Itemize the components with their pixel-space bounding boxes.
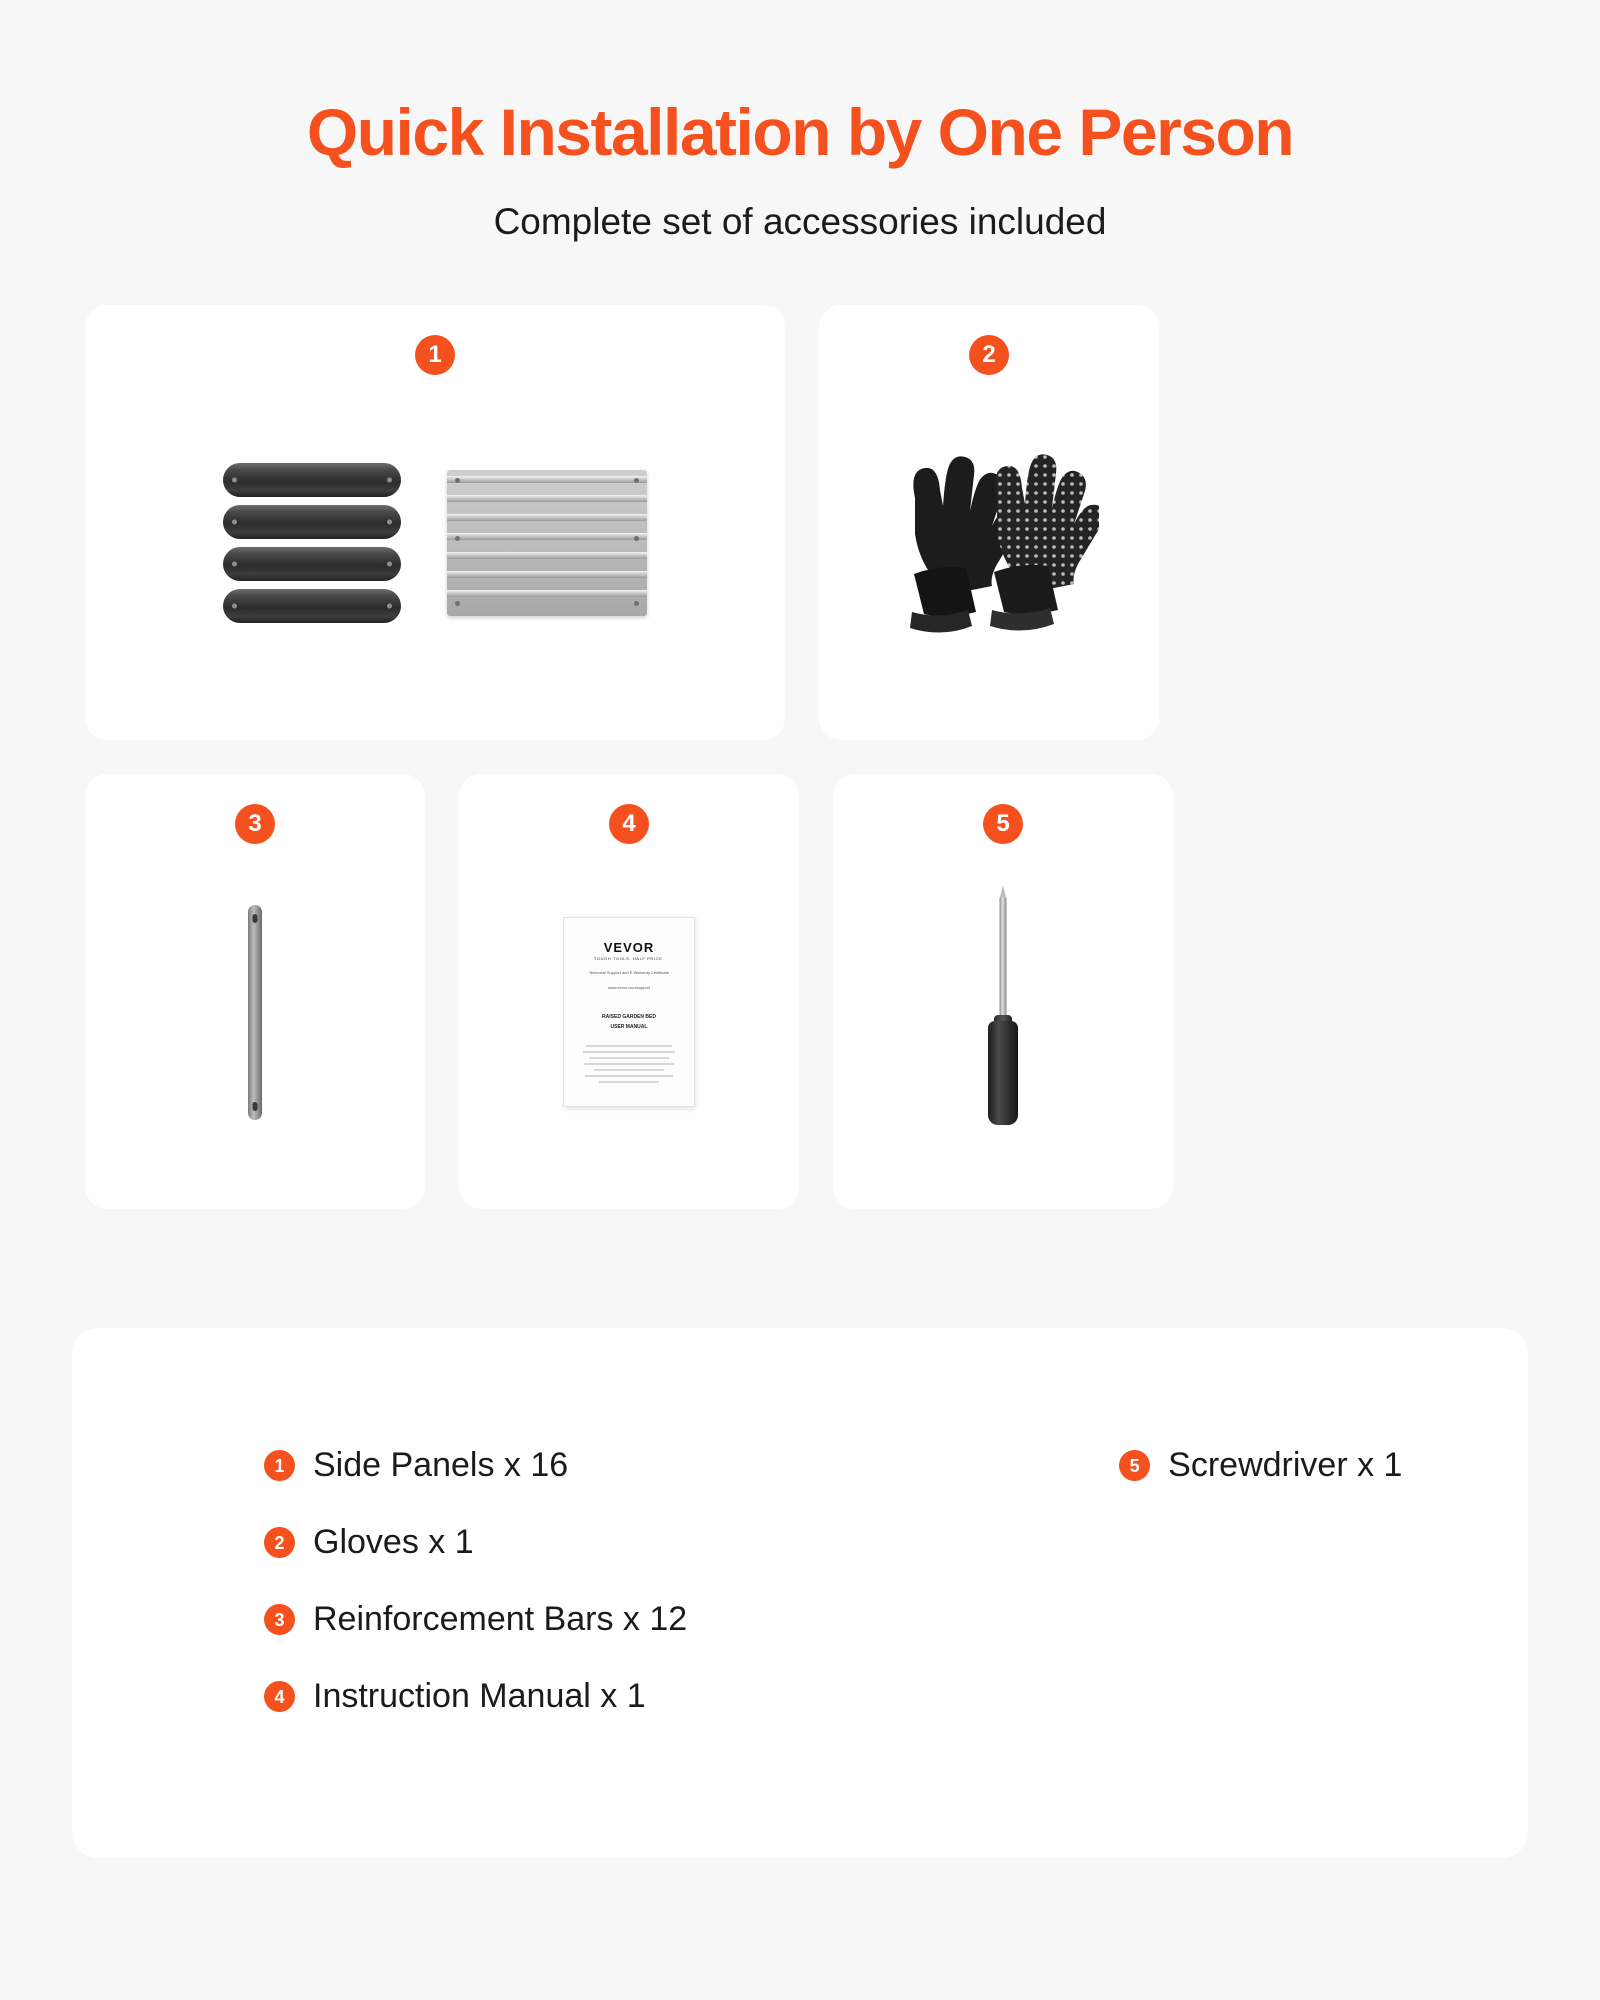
accessory-card-instruction-manual xyxy=(459,774,799,1209)
gloves-illustration xyxy=(879,438,1099,648)
manual-support-line: Technical Support and E-Warranty Certificate xyxy=(589,970,669,976)
manual-body-lines xyxy=(576,1045,682,1083)
legend-badge-2: 2 xyxy=(264,1527,295,1558)
legend-column-1 xyxy=(264,1446,687,1716)
legend-badge-5: 5 xyxy=(1119,1450,1150,1481)
accessory-card-gloves xyxy=(819,305,1159,740)
legend-badge-1: 1 xyxy=(264,1450,295,1481)
accessory-card-side-panels xyxy=(85,305,785,740)
manual-doc-title-1: RAISED GARDEN BED xyxy=(602,1014,656,1021)
legend-item xyxy=(264,1523,687,1562)
corrugated-panel-stack xyxy=(223,463,401,623)
legend-column-2 xyxy=(1119,1446,1402,1716)
manual-brand: VEVOR xyxy=(603,940,655,956)
reinforcement-bar-illustration xyxy=(248,905,262,1120)
manual-website: www.vevor.com/support xyxy=(607,985,651,991)
page-title: Quick Installation by One Person xyxy=(306,95,1294,169)
legend-badge-4: 4 xyxy=(264,1681,295,1712)
instruction-manual-illustration xyxy=(563,917,695,1107)
page-subtitle: Complete set of accessories included xyxy=(493,200,1107,242)
accessory-card-screwdriver xyxy=(833,774,1173,1209)
legend-item xyxy=(264,1677,687,1716)
manual-doc-title-2: USER MANUAL xyxy=(610,1024,648,1031)
legend-label-instruction-manual: Instruction Manual x 1 xyxy=(313,1677,646,1715)
parts-legend-panel xyxy=(72,1328,1528,1858)
legend-label-screwdriver: Screwdriver x 1 xyxy=(1168,1446,1403,1484)
legend-badge-3: 3 xyxy=(264,1604,295,1635)
card-badge-4: 4 xyxy=(609,804,649,844)
side-panels-illustration xyxy=(223,463,647,623)
accessory-card-reinforcement-bar xyxy=(85,774,425,1209)
card-badge-3: 3 xyxy=(235,804,275,844)
legend-label-reinforcement-bars: Reinforcement Bars x 12 xyxy=(313,1600,688,1638)
manual-tagline: TOUGH TOOLS. HALF PRICE. xyxy=(593,956,665,962)
legend-item xyxy=(264,1600,687,1639)
header xyxy=(0,0,1600,243)
legend-label-side-panels: Side Panels x 16 xyxy=(313,1446,569,1484)
screwdriver-illustration xyxy=(976,897,1030,1127)
card-badge-1: 1 xyxy=(415,335,455,375)
legend-label-gloves: Gloves x 1 xyxy=(313,1523,474,1561)
legend-item xyxy=(264,1446,687,1485)
flat-panel xyxy=(447,470,647,616)
card-badge-5: 5 xyxy=(983,804,1023,844)
accessory-card-grid xyxy=(85,305,1515,1209)
legend-item xyxy=(1119,1446,1402,1485)
card-badge-2: 2 xyxy=(969,335,1009,375)
